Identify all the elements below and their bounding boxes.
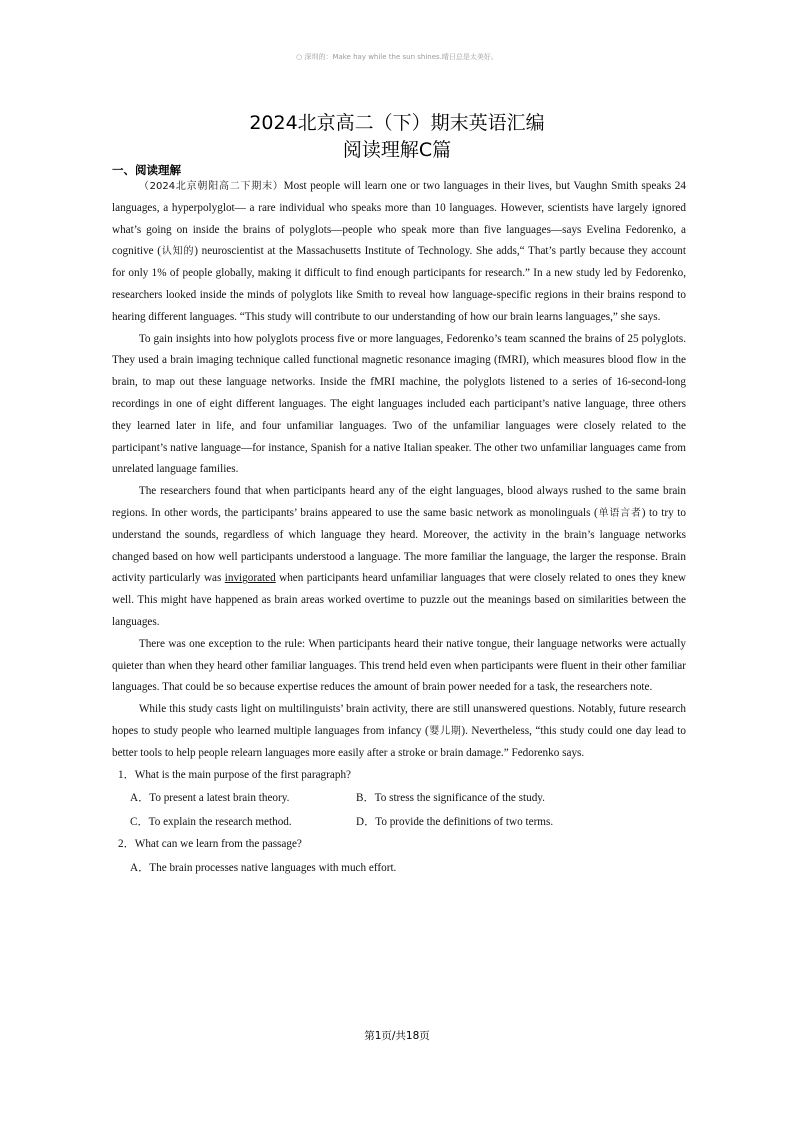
paragraph-3 <box>112 481 686 634</box>
paragraph-1-text-b: ) neuroscientist at the Massachusetts Institute of Technology. She adds,“ That’s partly because they account for only 1% of people globally, making it difficult to find enough participants for research.” In a new study led by Fedorenko, researchers looked inside the minds of polyglots like Smith to reveal how language-specific regions in their brains respond to hearing different languages. “This study will contribute to our understanding of how our brain learns languages,” she says. <box>112 245 686 323</box>
section-heading: 一、阅读理解 <box>112 163 181 177</box>
page-footer: 第1页/共18页 <box>364 1030 430 1042</box>
paragraph-5-text-a: While this study casts light on multilinguists’ brain activity, there are still unanswered questions. Notably, future research hopes to study people who learned multiple languages from infancy ( <box>112 703 686 737</box>
paragraph-1-text-a: Most people will learn one or two languages in their lives, but Vaughn Smith speaks 24 languages, a hyperpolyglot— a rare individual who speaks more than 10 languages. However, scientists have largely ignored what’s going on inside the brains of polyglots—people who speak more than five languages—says Evelina Fedorenko, a cognitive ( <box>112 180 686 258</box>
question-1-option-d: D．To provide the definitions of two terms. <box>356 816 554 829</box>
paragraph-2: To gain insights into how polyglots process five or more languages, Fedorenko’s team scanned the brains of 25 polyglots. They used a brain imaging technique called functional magnetic resonance imaging (fMRI), which measures blood flow in the brain, to map out these language networks. Inside the fMRI machine, the polyglots listened to a series of 16-second-long recordings in one of eight different languages. The eight languages included each participant’s native language, three others they learned later in life, and four unfamiliar languages. Two of the unfamiliar languages were closely related to the participant’s native language—for instance, Spanish for a native Italian speaker. The other two unfamiliar languages came from unrelated language families. <box>112 332 686 476</box>
paragraph-4: There was one exception to the rule: When participants heard their native tongue, their language networks were actually quieter than when they heard other familiar languages. This trend held even when participants were fluent in their other familiar languages. That could be so because expertise reduces the amount of brain power needed for a task, the researchers note. <box>112 637 686 694</box>
question-1-options-row-2 <box>112 812 686 834</box>
paragraph-3-text-a: The researchers found that when participants heard any of the eight languages, blood always rushed to the same brain regions. In other words, the participants’ brains appeared to use the same basic network as monolinguals ( <box>112 485 686 519</box>
paragraph-5 <box>112 699 686 764</box>
question-2-options-row-1 <box>112 858 686 880</box>
document-title: 2024北京高二（下）期末英语汇编 <box>249 112 545 134</box>
underlined-word: invigorated <box>224 572 276 585</box>
question-2-option-a: A．The brain processes native languages with much effort. <box>130 861 397 874</box>
document-subtitle: 阅读理解C篇 <box>342 139 452 161</box>
question-2-stem: 2．What can we learn from the passage? <box>118 837 302 850</box>
paragraph-3-text-c: when participants heard unfamiliar languages that were closely related to ones they knew well. This might have happened as brain areas worked overtime to puzzle out the meanings based on similarities between the languages. <box>112 572 686 628</box>
header-note: ○ 深圳的：Make hay while the sun shines.晴日总是太美好。 <box>296 53 498 61</box>
chinese-gloss: 婴儿期 <box>428 725 462 737</box>
passage-body <box>112 176 686 880</box>
question-1-option-b: B．To stress the significance of the study. <box>356 792 545 805</box>
question-1-options-row-1 <box>112 788 686 810</box>
question-1-option-c: C．To explain the research method. <box>130 816 292 829</box>
paragraph-3-text-b: ) to try to understand the sounds, regardless of which language they heard. Moreover, the activity in the brain’s language networks changed based on how well participants understood a language. The more familiar the language, the larger the response. Brain activity particularly was <box>112 506 687 585</box>
chinese-gloss: 单语言者 <box>597 507 642 519</box>
question-1-stem: 1．What is the main purpose of the first paragraph? <box>118 768 351 781</box>
question-1-option-a: A．To present a latest brain theory. <box>130 792 290 805</box>
paragraph-5-text-b: ). Nevertheless, “this study could one day lead to better tools to help people relearn languages more easily after a stroke or brain damage.” Fedorenko says. <box>112 724 687 759</box>
paragraph-1 <box>112 176 686 329</box>
chinese-gloss: 认知的 <box>160 246 195 258</box>
source-tag: （2024北京朝阳高二下期末） <box>138 181 284 192</box>
